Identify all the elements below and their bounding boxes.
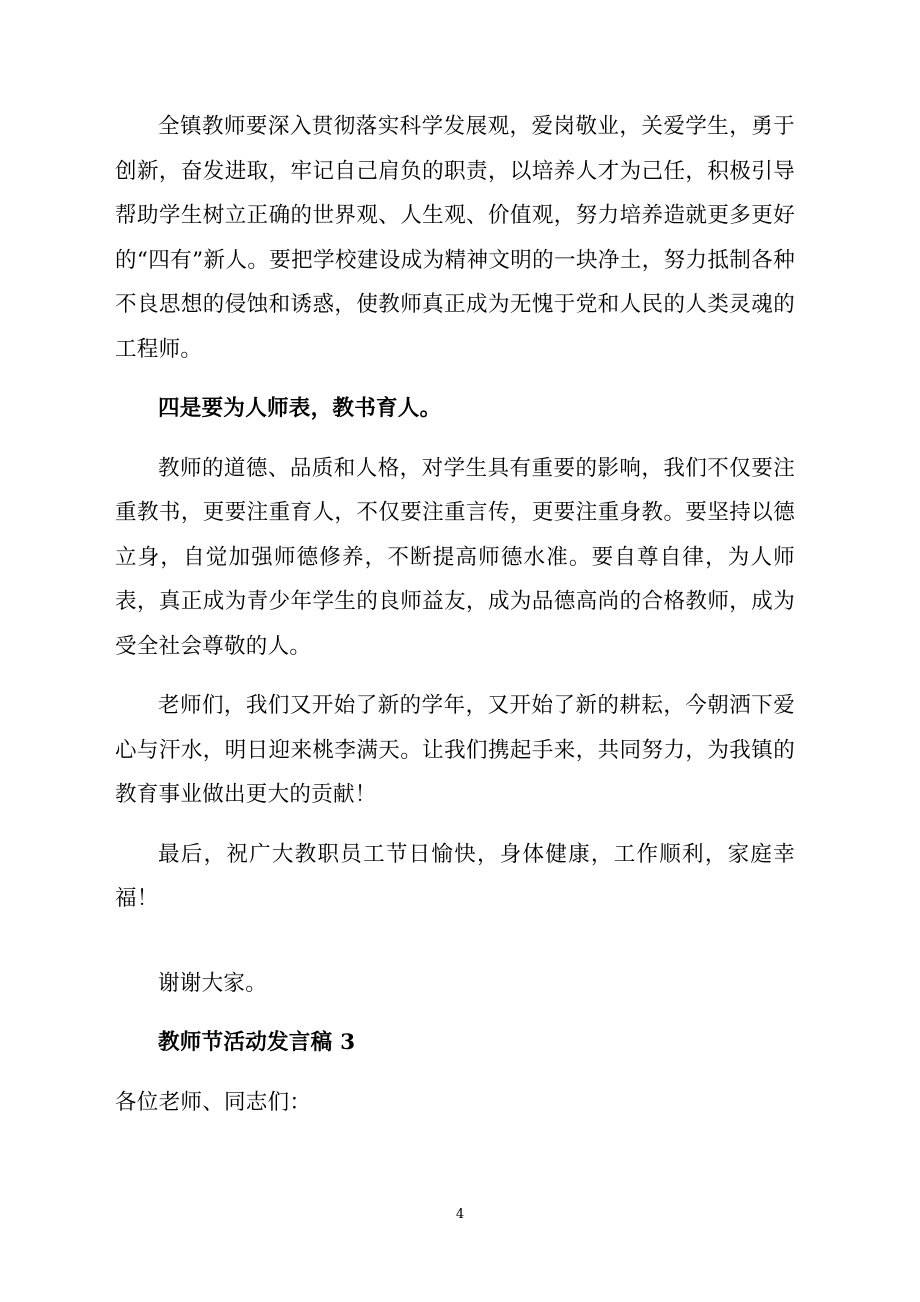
page-number: 4: [455, 1207, 465, 1222]
paragraph-new-school-year: 老师们，我们又开始了新的学年，又开始了新的耕耘，今朝洒下爱心与汗水，明日迎来桃李满天。让我们携起手来，共同努力，为我镇的教育事业做出更大的贡献！: [115, 693, 795, 807]
paragraph-teacher-morality: 教师的道德、品质和人格，对学生具有重要的影响，我们不仅要注重教书，更要注重育人，不仅要注重言传，更要注重身教。要坚持以德立身，自觉加强师德修养，不断提高师德水准。要自尊自律，为人师表，真正成为青少年学生的良师益友，成为品德高尚的合格教师，成为受全社会尊敬的人。: [115, 455, 795, 659]
paragraph-thanks: 谢谢大家。: [158, 970, 268, 996]
paragraph-holiday-wishes: 最后，祝广大教职员工节日愉快，身体健康，工作顺利，家庭幸福！: [115, 841, 795, 911]
document-body: [115, 105, 795, 1140]
paragraph-teachers-duty: 全镇教师要深入贯彻落实科学发展观，爱岗敬业，关爱学生，勇于创新，奋发进取，牢记自己肩负的职责，以培养人才为己任，积极引导帮助学生树立正确的世界观、人生观、价值观，努力培养造就更多更好的“四有”新人。要把学校建设成为精神文明的一块净土，努力抵制各种不良思想的侵蚀和诱惑，使教师真正成为无愧于党和人民的人类灵魂的工程师。: [115, 114, 795, 362]
speech-title-3: 教师节活动发言稿 3: [158, 1030, 356, 1055]
salutation: 各位老师、同志们：: [115, 1089, 312, 1115]
section-heading-four: 四是要为人师表，教书育人。: [158, 396, 442, 421]
